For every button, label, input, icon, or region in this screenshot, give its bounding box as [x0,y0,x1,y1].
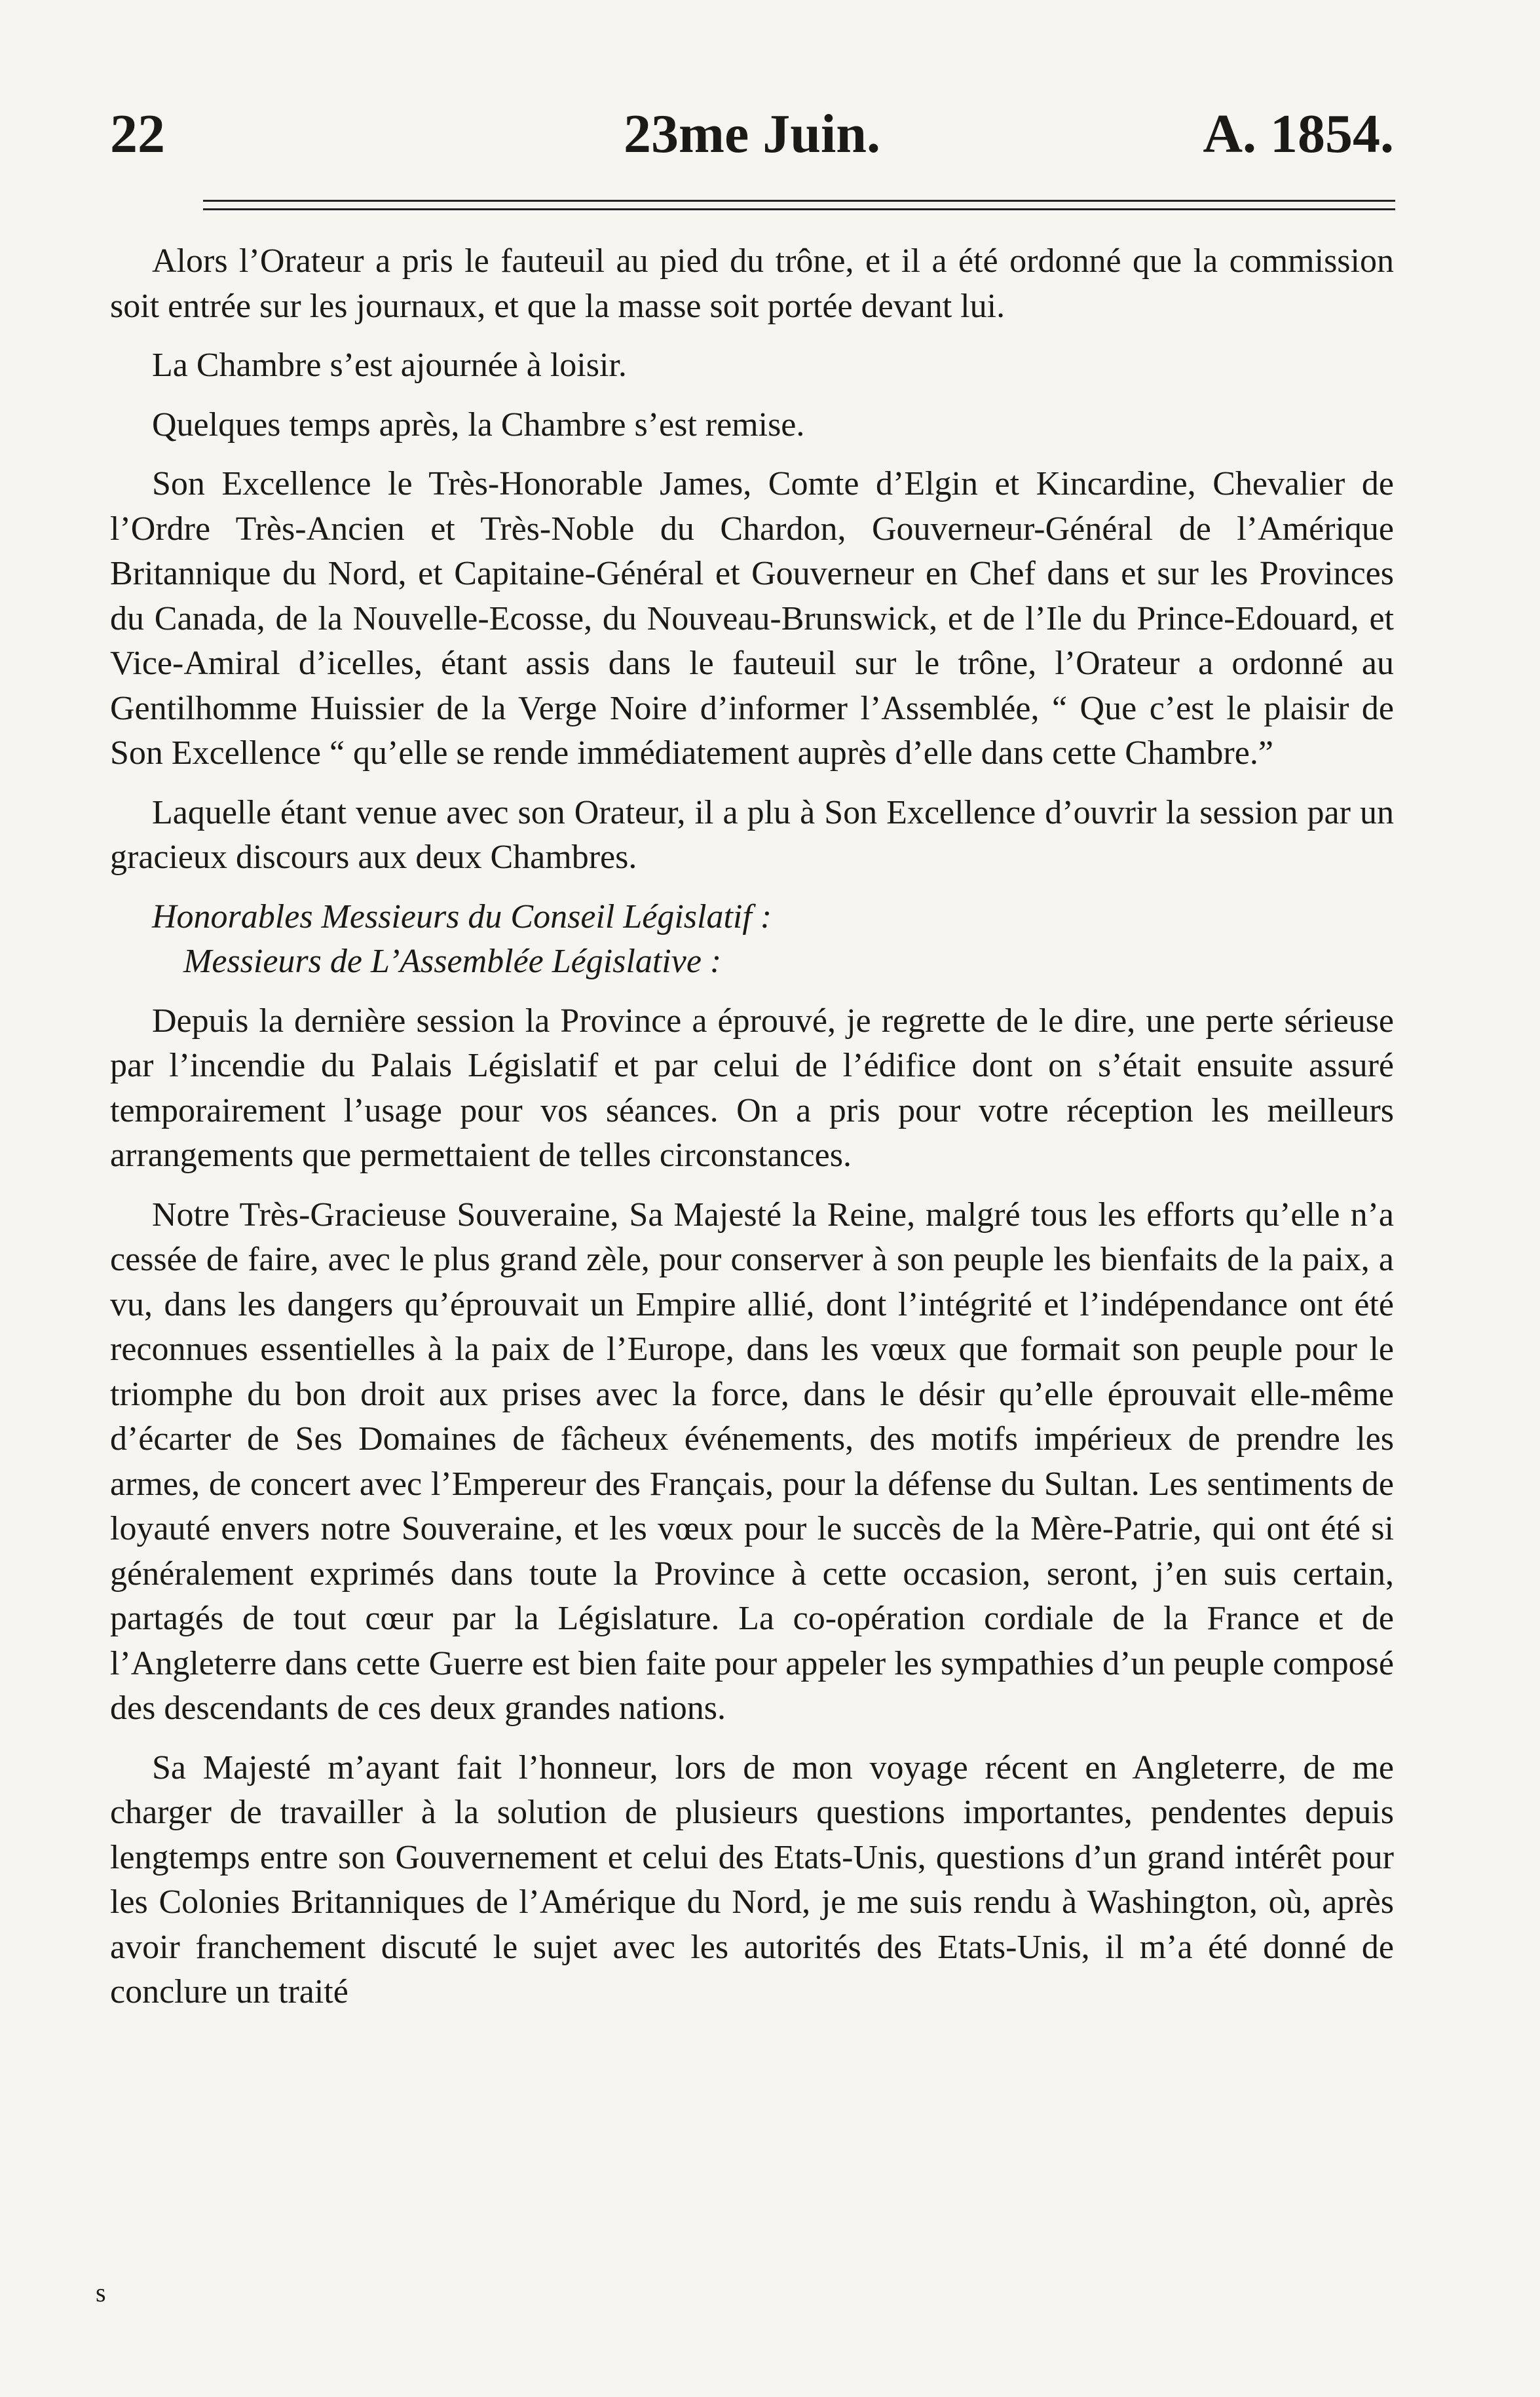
signature-mark: s [96,2278,106,2307]
header-year: A. 1854. [1203,104,1394,164]
paragraph-adjourned: La Chambre s’est ajournée à loisir. [152,347,627,384]
paragraph-resumed: Quelques temps après, la Chambre s’est remise. [152,406,805,444]
header-rule-bottom [203,208,1395,210]
header-date: 23me Juin. [623,104,881,164]
page-header [110,98,1394,170]
page-number: 22 [110,104,165,164]
header-rule-top [203,200,1395,202]
paragraph-washington-treaty: Sa Majesté m’ayant fait l’honneur, lors de mon voyage récent en Angleterre, de me charger de travailler à la solution de plusieurs questions importantes, pendentes depuis lengtemps entre son Gouvernement et celui des Etats-Unis, questions d’un grand intérêt pour les Colonies Britanniques de l’Amérique du Nord, je me suis rendu à Washington, où, après avoir franchement discuté le sujet avec les autorités des Etats-Unis, il m’a été donné de conclure un traité [110,1748,1394,2010]
address-legislative-assembly: Messieurs de L’Assemblée Législative : [183,943,722,980]
address-legislative-council: Honorables Messieurs du Conseil Législatif : [152,897,772,935]
paragraph-excellency: Son Excellence le Très-Honorable James, Comte d’Elgin et Kincardine, Chevalier de l’Ordre Très-Ancien et Très-Noble du Chardon, Gouverneur-Général de l’Amérique Britannique du Nord, et Capitaine-Général et Gouverneur en Chef dans et sur les Provinces du Canada, de la Nouvelle-Ecosse, du Nouveau-Brunswick, et de l’Ile du Prince-Edouard, et Vice-Amiral d’icelles, étant assis dans le fauteuil sur le trône, l’Orateur a ordonné au Gentilhomme Huissier de la Verge Noire d’informer l’Assemblée, “ Que c’est le plaisir de Son Excellence “ qu’elle se rende immédiatement auprès d’elle dans cette Chambre.” [110,465,1394,772]
paragraph-opening-session: Laquelle étant venue avec son Orateur, il a plu à Son Excellence d’ouvrir la session par un gracieux discours aux deux Chambres. [110,793,1394,876]
paragraph-war: Notre Très-Gracieuse Souveraine, Sa Majesté la Reine, malgré tous les efforts qu’elle n’a cessée de faire, avec le plus grand zèle, pour conserver à son peuple les bienfaits de la paix, a vu, dans les dangers qu’éprouvait un Empire allié, dont l’intégrité et l’indépendance ont été reconnues essentielles à la paix de l’Europe, dans les vœux que formait son peuple pour le triomphe du bon droit aux prises avec la force, dans le désir qu’elle éprouvait elle-même d’écarter de Ses Domaines de fâcheux événements, des motifs impérieux de prendre les armes, de concert avec l’Empereur des Français, pour la défense du Sultan. Les sentiments de loyauté envers notre Souveraine, et les vœux pour le succès de la Mère-Patrie, qui ont été si généralement exprimés dans toute la Province à cette occasion, seront, j’en suis certain, partagés de tout cœur par la Législature. La co-opération cordiale de la France et de l’Angleterre dans cette Guerre est bien faite pour appeler les sympathies d’un peuple composé des descendants de ces deux grandes nations. [110,1196,1394,1727]
paragraph-speaker-chair: Alors l’Orateur a pris le fauteuil au pied du trône, et il a été ordonné que la commission soit entrée sur les journaux, et que la masse soit portée devant lui. [110,242,1394,325]
paragraph-fire: Depuis la dernière session la Province a éprouvé, je regrette de le dire, une perte sérieuse par l’incendie du Palais Législatif et par celui de l’édifice dont on s’était ensuite assuré temporairement l’usage pour vos séances. On a pris pour votre réception les meilleurs arrangements que permettaient de telles circonstances. [110,1002,1394,1174]
page-body [110,239,1394,2015]
